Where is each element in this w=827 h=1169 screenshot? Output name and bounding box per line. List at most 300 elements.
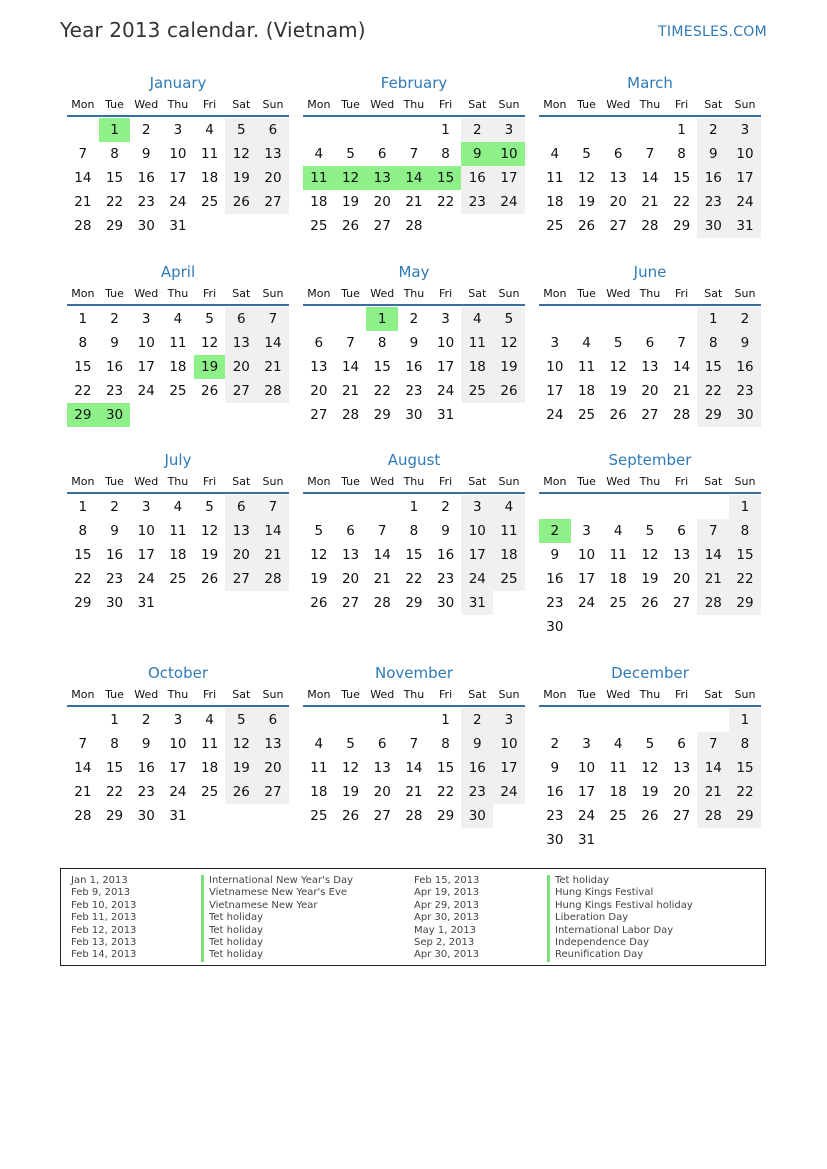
day-cell[interactable]: 14 (673, 359, 691, 375)
holiday-day-cell[interactable]: 19 (194, 355, 226, 379)
day-cell[interactable]: 24 (546, 407, 564, 423)
day-cell[interactable]: 2 (110, 499, 119, 515)
day-cell[interactable]: 20 (341, 571, 360, 587)
day-cell[interactable]: 9 (550, 547, 560, 563)
day-cell[interactable]: 4 (314, 146, 324, 162)
day-cell[interactable]: 15 (105, 760, 124, 776)
day-cell[interactable]: 8 (377, 335, 387, 351)
day-cell[interactable]: 7 (697, 732, 729, 756)
day-cell[interactable]: 25 (201, 784, 219, 800)
day-cell[interactable]: 5 (205, 311, 214, 327)
day-cell[interactable]: 28 (697, 804, 729, 828)
day-cell[interactable]: 8 (697, 331, 729, 355)
day-cell[interactable]: 11 (169, 335, 187, 351)
day-cell[interactable]: 1 (677, 122, 686, 138)
day-cell[interactable]: 9 (141, 146, 151, 162)
day-cell[interactable]: 22 (729, 780, 761, 804)
day-cell[interactable]: 13 (641, 359, 659, 375)
day-cell[interactable]: 27 (310, 407, 328, 423)
day-cell[interactable]: 11 (201, 736, 219, 752)
day-cell[interactable]: 15 (105, 170, 124, 186)
day-cell[interactable]: 2 (461, 118, 493, 142)
day-cell[interactable]: 20 (225, 543, 257, 567)
day-cell[interactable]: 28 (641, 218, 659, 234)
day-cell[interactable]: 16 (137, 170, 155, 186)
day-cell[interactable]: 12 (225, 732, 257, 756)
day-cell[interactable]: 25 (310, 218, 328, 234)
day-cell[interactable]: 26 (493, 379, 525, 403)
day-cell[interactable]: 23 (729, 379, 761, 403)
day-cell[interactable]: 20 (373, 194, 391, 210)
day-cell[interactable]: 8 (110, 736, 119, 752)
day-cell[interactable]: 11 (577, 359, 596, 375)
day-cell[interactable]: 19 (493, 355, 525, 379)
day-cell[interactable]: 30 (437, 595, 455, 611)
day-cell[interactable]: 15 (405, 547, 423, 563)
day-cell[interactable]: 20 (641, 383, 659, 399)
day-cell[interactable]: 14 (697, 756, 729, 780)
day-cell[interactable]: 31 (461, 591, 493, 615)
day-cell[interactable]: 11 (169, 523, 187, 539)
day-cell[interactable]: 8 (729, 732, 761, 756)
day-cell[interactable]: 10 (577, 760, 596, 776)
day-cell[interactable]: 15 (729, 543, 761, 567)
day-cell[interactable]: 10 (577, 547, 596, 563)
day-cell[interactable]: 28 (341, 407, 360, 423)
day-cell[interactable]: 3 (141, 311, 151, 327)
day-cell[interactable]: 29 (729, 591, 761, 615)
day-cell[interactable]: 1 (441, 712, 450, 728)
day-cell[interactable]: 30 (405, 407, 423, 423)
day-cell[interactable]: 27 (373, 218, 391, 234)
day-cell[interactable]: 28 (74, 808, 92, 824)
day-cell[interactable]: 30 (546, 832, 564, 848)
day-cell[interactable]: 26 (201, 383, 219, 399)
day-cell[interactable]: 21 (673, 383, 691, 399)
day-cell[interactable]: 22 (74, 383, 92, 399)
day-cell[interactable]: 24 (437, 383, 455, 399)
day-cell[interactable]: 14 (641, 170, 659, 186)
day-cell[interactable]: 26 (310, 595, 328, 611)
day-cell[interactable]: 20 (609, 194, 627, 210)
day-cell[interactable]: 16 (697, 166, 729, 190)
day-cell[interactable]: 19 (225, 166, 257, 190)
day-cell[interactable]: 17 (729, 166, 761, 190)
day-cell[interactable]: 24 (493, 780, 525, 804)
day-cell[interactable]: 21 (697, 567, 729, 591)
day-cell[interactable]: 22 (105, 194, 124, 210)
day-cell[interactable]: 20 (673, 571, 691, 587)
holiday-day-cell[interactable]: 12 (335, 166, 367, 190)
day-cell[interactable]: 22 (373, 383, 391, 399)
day-cell[interactable]: 9 (461, 732, 493, 756)
day-cell[interactable]: 20 (673, 784, 691, 800)
day-cell[interactable]: 24 (137, 571, 155, 587)
day-cell[interactable]: 3 (493, 118, 525, 142)
day-cell[interactable]: 20 (310, 383, 328, 399)
day-cell[interactable]: 17 (437, 359, 455, 375)
day-cell[interactable]: 10 (546, 359, 564, 375)
day-cell[interactable]: 24 (493, 190, 525, 214)
day-cell[interactable]: 7 (409, 146, 419, 162)
day-cell[interactable]: 10 (137, 335, 155, 351)
day-cell[interactable]: 2 (141, 712, 151, 728)
day-cell[interactable]: 30 (697, 214, 729, 238)
day-cell[interactable]: 1 (697, 307, 729, 331)
day-cell[interactable]: 12 (493, 331, 525, 355)
day-cell[interactable]: 31 (169, 808, 187, 824)
day-cell[interactable]: 9 (141, 736, 151, 752)
day-cell[interactable]: 10 (461, 519, 493, 543)
day-cell[interactable]: 27 (341, 595, 360, 611)
day-cell[interactable]: 4 (493, 495, 525, 519)
day-cell[interactable]: 5 (346, 146, 355, 162)
day-cell[interactable]: 21 (373, 571, 391, 587)
day-cell[interactable]: 19 (641, 571, 659, 587)
day-cell[interactable]: 5 (205, 499, 214, 515)
day-cell[interactable]: 11 (609, 547, 627, 563)
day-cell[interactable]: 5 (314, 523, 324, 539)
day-cell[interactable]: 18 (609, 784, 627, 800)
day-cell[interactable]: 24 (729, 190, 761, 214)
day-cell[interactable]: 12 (577, 170, 596, 186)
day-cell[interactable]: 11 (201, 146, 219, 162)
holiday-day-cell[interactable]: 30 (99, 403, 131, 427)
day-cell[interactable]: 1 (729, 495, 761, 519)
day-cell[interactable]: 23 (461, 780, 493, 804)
day-cell[interactable]: 23 (137, 784, 155, 800)
day-cell[interactable]: 25 (461, 379, 493, 403)
day-cell[interactable]: 15 (673, 170, 691, 186)
day-cell[interactable]: 29 (373, 407, 391, 423)
day-cell[interactable]: 21 (257, 543, 289, 567)
day-cell[interactable]: 26 (577, 218, 596, 234)
day-cell[interactable]: 15 (729, 756, 761, 780)
day-cell[interactable]: 27 (225, 379, 257, 403)
day-cell[interactable]: 3 (582, 523, 591, 539)
day-cell[interactable]: 29 (74, 595, 92, 611)
day-cell[interactable]: 6 (613, 146, 623, 162)
day-cell[interactable]: 7 (78, 146, 88, 162)
holiday-day-cell[interactable]: 29 (67, 403, 99, 427)
day-cell[interactable]: 30 (105, 595, 124, 611)
day-cell[interactable]: 14 (74, 760, 92, 776)
day-cell[interactable]: 7 (645, 146, 655, 162)
day-cell[interactable]: 14 (257, 519, 289, 543)
day-cell[interactable]: 11 (609, 760, 627, 776)
day-cell[interactable]: 11 (461, 331, 493, 355)
day-cell[interactable]: 31 (577, 832, 596, 848)
day-cell[interactable]: 6 (645, 335, 655, 351)
day-cell[interactable]: 21 (74, 784, 92, 800)
day-cell[interactable]: 6 (346, 523, 355, 539)
holiday-day-cell[interactable]: 13 (366, 166, 398, 190)
day-cell[interactable]: 6 (677, 523, 686, 539)
day-cell[interactable]: 21 (405, 784, 423, 800)
day-cell[interactable]: 25 (169, 571, 187, 587)
day-cell[interactable]: 5 (645, 523, 655, 539)
day-cell[interactable]: 18 (310, 784, 328, 800)
day-cell[interactable]: 17 (461, 543, 493, 567)
day-cell[interactable]: 29 (405, 595, 423, 611)
day-cell[interactable]: 12 (641, 547, 659, 563)
holiday-day-cell[interactable]: 14 (398, 166, 430, 190)
day-cell[interactable]: 2 (141, 122, 151, 138)
day-cell[interactable]: 6 (377, 146, 387, 162)
day-cell[interactable]: 13 (225, 519, 257, 543)
day-cell[interactable]: 8 (409, 523, 419, 539)
day-cell[interactable]: 20 (225, 355, 257, 379)
day-cell[interactable]: 17 (577, 571, 596, 587)
day-cell[interactable]: 16 (461, 166, 493, 190)
holiday-day-cell[interactable]: 15 (430, 166, 462, 190)
day-cell[interactable]: 28 (673, 407, 691, 423)
day-cell[interactable]: 21 (257, 355, 289, 379)
day-cell[interactable]: 16 (437, 547, 455, 563)
day-cell[interactable]: 4 (582, 335, 591, 351)
day-cell[interactable]: 4 (173, 499, 183, 515)
day-cell[interactable]: 8 (677, 146, 686, 162)
day-cell[interactable]: 20 (373, 784, 391, 800)
day-cell[interactable]: 13 (257, 732, 289, 756)
day-cell[interactable]: 1 (729, 708, 761, 732)
day-cell[interactable]: 16 (729, 355, 761, 379)
day-cell[interactable]: 13 (673, 760, 691, 776)
day-cell[interactable]: 7 (697, 519, 729, 543)
day-cell[interactable]: 22 (697, 379, 729, 403)
day-cell[interactable]: 7 (377, 523, 387, 539)
day-cell[interactable]: 17 (493, 756, 525, 780)
day-cell[interactable]: 2 (110, 311, 119, 327)
day-cell[interactable]: 23 (546, 595, 564, 611)
day-cell[interactable]: 30 (729, 403, 761, 427)
day-cell[interactable]: 31 (437, 407, 455, 423)
day-cell[interactable]: 1 (78, 499, 88, 515)
day-cell[interactable]: 5 (613, 335, 623, 351)
day-cell[interactable]: 24 (169, 784, 187, 800)
day-cell[interactable]: 8 (110, 146, 119, 162)
day-cell[interactable]: 25 (169, 383, 187, 399)
day-cell[interactable]: 28 (373, 595, 391, 611)
day-cell[interactable]: 4 (205, 122, 214, 138)
site-logo-link[interactable]: TIMESLES.COM (658, 24, 767, 40)
day-cell[interactable]: 26 (201, 571, 219, 587)
day-cell[interactable]: 31 (137, 595, 155, 611)
day-cell[interactable]: 6 (314, 335, 324, 351)
day-cell[interactable]: 2 (729, 307, 761, 331)
day-cell[interactable]: 29 (673, 218, 691, 234)
day-cell[interactable]: 19 (310, 571, 328, 587)
day-cell[interactable]: 27 (673, 595, 691, 611)
day-cell[interactable]: 13 (225, 331, 257, 355)
day-cell[interactable]: 26 (641, 808, 659, 824)
day-cell[interactable]: 21 (341, 383, 360, 399)
day-cell[interactable]: 14 (697, 543, 729, 567)
day-cell[interactable]: 19 (577, 194, 596, 210)
day-cell[interactable]: 12 (225, 142, 257, 166)
day-cell[interactable]: 22 (437, 194, 455, 210)
day-cell[interactable]: 6 (225, 495, 257, 519)
day-cell[interactable]: 5 (493, 307, 525, 331)
day-cell[interactable]: 20 (257, 756, 289, 780)
day-cell[interactable]: 1 (110, 712, 119, 728)
day-cell[interactable]: 6 (257, 708, 289, 732)
day-cell[interactable]: 26 (609, 407, 627, 423)
day-cell[interactable]: 8 (441, 146, 450, 162)
day-cell[interactable]: 18 (201, 760, 219, 776)
day-cell[interactable]: 17 (169, 760, 187, 776)
day-cell[interactable]: 17 (137, 359, 155, 375)
day-cell[interactable]: 22 (729, 567, 761, 591)
day-cell[interactable]: 19 (225, 756, 257, 780)
day-cell[interactable]: 27 (257, 190, 289, 214)
holiday-day-cell[interactable]: 1 (366, 307, 398, 331)
day-cell[interactable]: 18 (310, 194, 328, 210)
day-cell[interactable]: 10 (169, 736, 187, 752)
day-cell[interactable]: 30 (137, 218, 155, 234)
day-cell[interactable]: 23 (105, 571, 124, 587)
day-cell[interactable]: 24 (577, 595, 596, 611)
day-cell[interactable]: 17 (493, 166, 525, 190)
day-cell[interactable]: 6 (377, 736, 387, 752)
day-cell[interactable]: 12 (609, 359, 627, 375)
day-cell[interactable]: 2 (697, 118, 729, 142)
day-cell[interactable]: 5 (225, 118, 257, 142)
day-cell[interactable]: 7 (346, 335, 355, 351)
day-cell[interactable]: 18 (493, 543, 525, 567)
day-cell[interactable]: 24 (169, 194, 187, 210)
day-cell[interactable]: 27 (609, 218, 627, 234)
day-cell[interactable]: 28 (74, 218, 92, 234)
day-cell[interactable]: 18 (577, 383, 596, 399)
day-cell[interactable]: 5 (225, 708, 257, 732)
day-cell[interactable]: 25 (201, 194, 219, 210)
day-cell[interactable]: 18 (201, 170, 219, 186)
day-cell[interactable]: 3 (493, 708, 525, 732)
day-cell[interactable]: 25 (310, 808, 328, 824)
day-cell[interactable]: 21 (74, 194, 92, 210)
day-cell[interactable]: 4 (613, 523, 623, 539)
day-cell[interactable]: 31 (169, 218, 187, 234)
day-cell[interactable]: 29 (105, 808, 124, 824)
day-cell[interactable]: 23 (546, 808, 564, 824)
day-cell[interactable]: 13 (341, 547, 360, 563)
day-cell[interactable]: 26 (225, 780, 257, 804)
day-cell[interactable]: 1 (78, 311, 88, 327)
day-cell[interactable]: 10 (169, 146, 187, 162)
holiday-day-cell[interactable]: 2 (539, 519, 571, 543)
day-cell[interactable]: 9 (550, 760, 560, 776)
day-cell[interactable]: 28 (697, 591, 729, 615)
day-cell[interactable]: 13 (609, 170, 627, 186)
day-cell[interactable]: 18 (609, 571, 627, 587)
day-cell[interactable]: 3 (173, 712, 183, 728)
day-cell[interactable]: 4 (550, 146, 560, 162)
day-cell[interactable]: 5 (582, 146, 591, 162)
day-cell[interactable]: 21 (405, 194, 423, 210)
holiday-day-cell[interactable]: 9 (461, 142, 493, 166)
day-cell[interactable]: 6 (677, 736, 686, 752)
day-cell[interactable]: 27 (257, 780, 289, 804)
holiday-day-cell[interactable]: 10 (493, 142, 525, 166)
day-cell[interactable]: 27 (225, 567, 257, 591)
day-cell[interactable]: 15 (437, 760, 455, 776)
day-cell[interactable]: 23 (697, 190, 729, 214)
day-cell[interactable]: 13 (373, 760, 391, 776)
day-cell[interactable]: 12 (201, 523, 219, 539)
day-cell[interactable]: 15 (74, 547, 92, 563)
day-cell[interactable]: 8 (78, 523, 88, 539)
day-cell[interactable]: 9 (409, 335, 419, 351)
day-cell[interactable]: 9 (729, 331, 761, 355)
day-cell[interactable]: 12 (641, 760, 659, 776)
day-cell[interactable]: 27 (641, 407, 659, 423)
day-cell[interactable]: 6 (257, 118, 289, 142)
day-cell[interactable]: 16 (137, 760, 155, 776)
day-cell[interactable]: 17 (546, 383, 564, 399)
day-cell[interactable]: 16 (546, 784, 564, 800)
day-cell[interactable]: 15 (373, 359, 391, 375)
day-cell[interactable]: 24 (137, 383, 155, 399)
day-cell[interactable]: 31 (729, 214, 761, 238)
day-cell[interactable]: 23 (105, 383, 124, 399)
day-cell[interactable]: 27 (673, 808, 691, 824)
day-cell[interactable]: 4 (613, 736, 623, 752)
day-cell[interactable]: 10 (493, 732, 525, 756)
day-cell[interactable]: 18 (169, 547, 187, 563)
day-cell[interactable]: 17 (577, 784, 596, 800)
day-cell[interactable]: 9 (697, 142, 729, 166)
day-cell[interactable]: 14 (257, 331, 289, 355)
day-cell[interactable]: 13 (257, 142, 289, 166)
day-cell[interactable]: 29 (437, 808, 455, 824)
day-cell[interactable]: 28 (257, 567, 289, 591)
day-cell[interactable]: 7 (409, 736, 419, 752)
day-cell[interactable]: 20 (257, 166, 289, 190)
day-cell[interactable]: 25 (577, 407, 596, 423)
day-cell[interactable]: 24 (577, 808, 596, 824)
day-cell[interactable]: 7 (257, 495, 289, 519)
day-cell[interactable]: 26 (341, 808, 360, 824)
day-cell[interactable]: 16 (105, 359, 124, 375)
day-cell[interactable]: 7 (78, 736, 88, 752)
day-cell[interactable]: 19 (641, 784, 659, 800)
day-cell[interactable]: 29 (697, 403, 729, 427)
day-cell[interactable]: 6 (225, 307, 257, 331)
day-cell[interactable]: 16 (546, 571, 564, 587)
day-cell[interactable]: 3 (441, 311, 450, 327)
day-cell[interactable]: 14 (405, 760, 423, 776)
day-cell[interactable]: 2 (461, 708, 493, 732)
day-cell[interactable]: 26 (225, 190, 257, 214)
day-cell[interactable]: 2 (441, 499, 450, 515)
day-cell[interactable]: 14 (341, 359, 360, 375)
day-cell[interactable]: 26 (341, 218, 360, 234)
day-cell[interactable]: 23 (437, 571, 455, 587)
day-cell[interactable]: 18 (461, 355, 493, 379)
day-cell[interactable]: 13 (673, 547, 691, 563)
day-cell[interactable]: 1 (441, 122, 450, 138)
day-cell[interactable]: 14 (373, 547, 391, 563)
day-cell[interactable]: 1 (409, 499, 419, 515)
day-cell[interactable]: 18 (546, 194, 564, 210)
day-cell[interactable]: 11 (493, 519, 525, 543)
day-cell[interactable]: 5 (645, 736, 655, 752)
day-cell[interactable]: 10 (437, 335, 455, 351)
day-cell[interactable]: 27 (373, 808, 391, 824)
day-cell[interactable]: 3 (141, 499, 151, 515)
day-cell[interactable]: 19 (201, 547, 219, 563)
